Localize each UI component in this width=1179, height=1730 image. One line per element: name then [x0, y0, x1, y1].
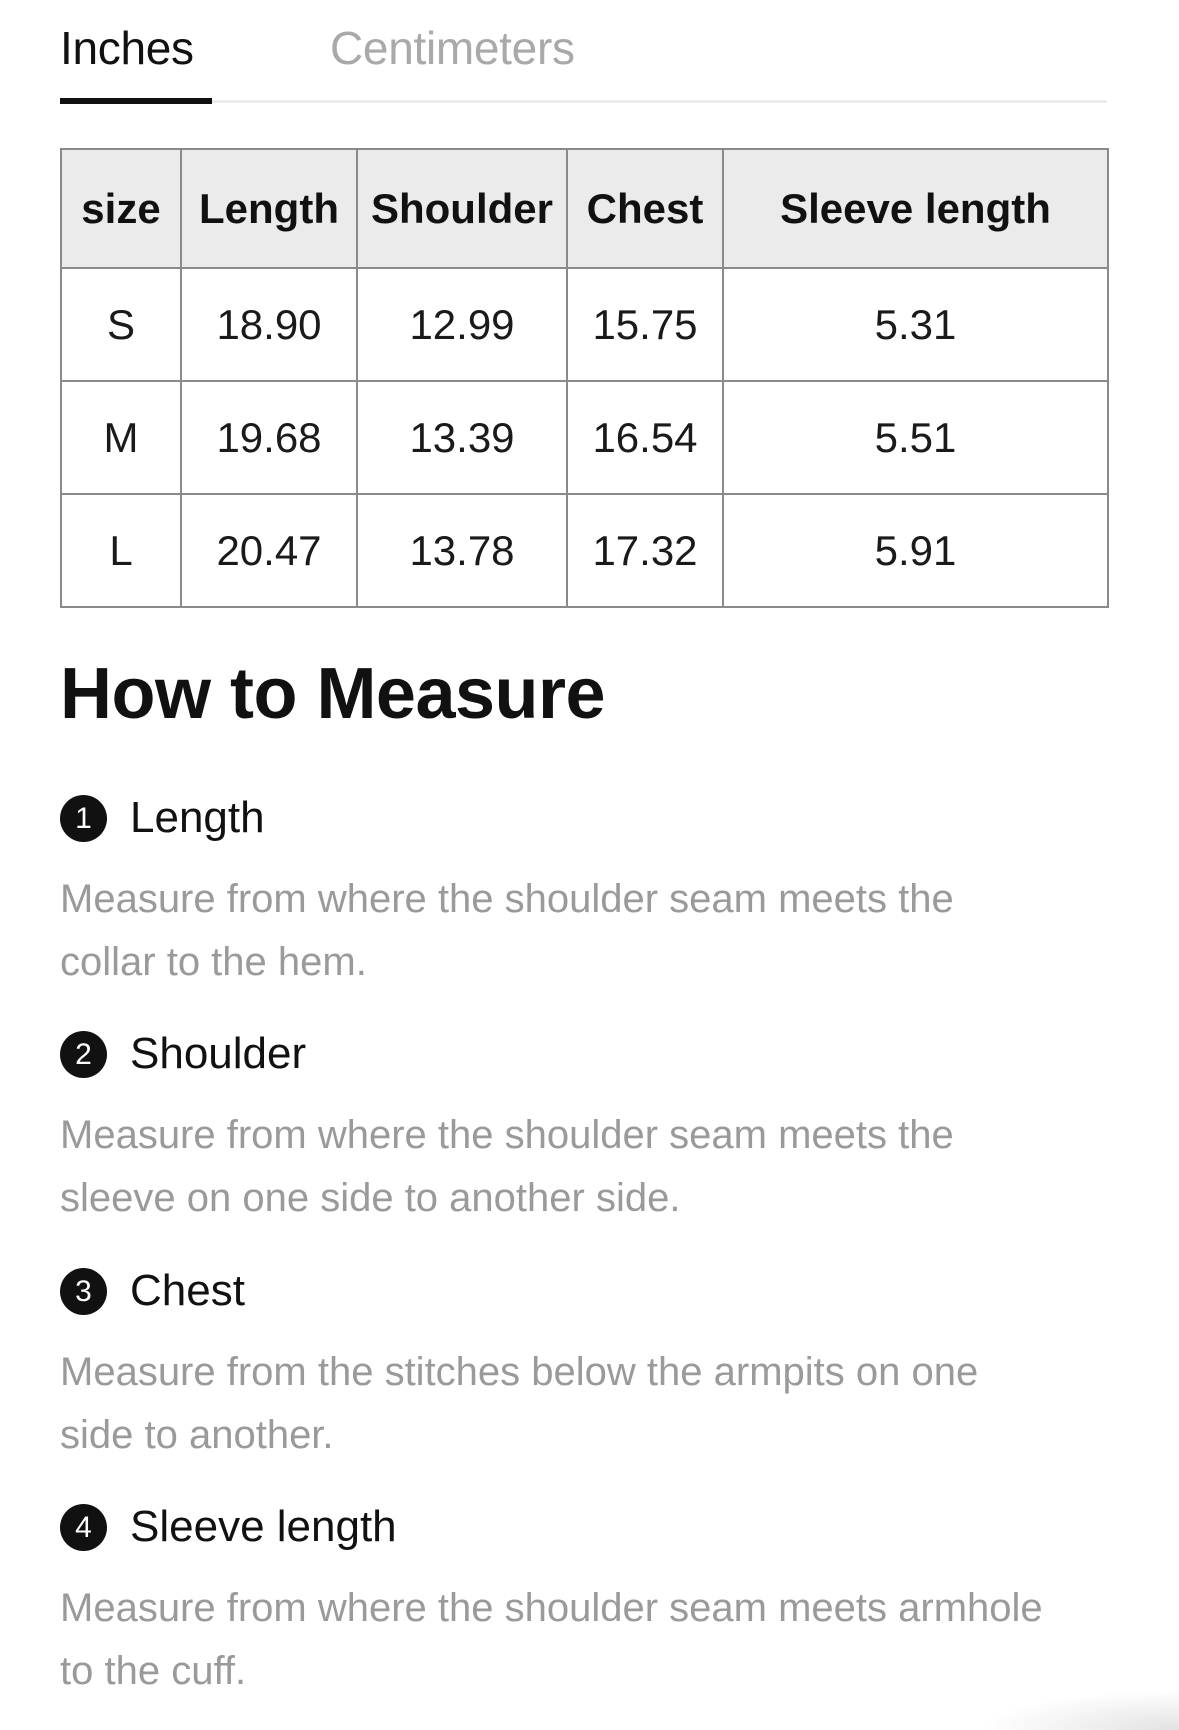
column-header-shoulder: Shoulder: [357, 149, 567, 268]
measure-item-description: Measure from where the shoulder seam meets the sleeve on one side to another side.: [60, 1113, 954, 1220]
measure-item-length: [60, 788, 1107, 994]
how-to-measure-heading: How to Measure: [60, 654, 606, 734]
number-three-icon: 3: [60, 1268, 107, 1315]
active-tab-indicator: [60, 98, 212, 104]
cell-sleeve-length: 5.51: [723, 381, 1108, 494]
measure-item-shoulder: [60, 1024, 1107, 1230]
cell-sleeve-length: 5.91: [723, 494, 1108, 607]
cell-shoulder: 13.78: [357, 494, 567, 607]
table-row: [61, 268, 1108, 381]
unit-tabs: [60, 0, 1107, 106]
measure-item-title: Chest: [130, 1266, 245, 1315]
cell-shoulder: 13.39: [357, 381, 567, 494]
tabs-divider: [60, 100, 1107, 103]
measure-item-description: Measure from where the shoulder seam meets armhole to the cuff.: [60, 1586, 1043, 1693]
size-chart-table: [60, 148, 1109, 608]
cell-shoulder: 12.99: [357, 268, 567, 381]
cell-size: M: [61, 381, 181, 494]
table-row: [61, 494, 1108, 607]
size-guide-page: [60, 0, 1107, 1693]
cell-chest: 16.54: [567, 381, 723, 494]
cell-chest: 15.75: [567, 268, 723, 381]
cell-chest: 17.32: [567, 494, 723, 607]
measure-item-sleeve-length: [60, 1497, 1107, 1703]
cell-length: 18.90: [181, 268, 357, 381]
number-four-icon: 4: [60, 1504, 107, 1551]
measure-item-title: Shoulder: [130, 1029, 307, 1078]
cell-sleeve-length: 5.31: [723, 268, 1108, 381]
cell-length: 19.68: [181, 381, 357, 494]
column-header-sleeve-length: Sleeve length: [723, 149, 1108, 268]
cell-size: S: [61, 268, 181, 381]
measure-item-description: Measure from where the shoulder seam meets the collar to the hem.: [60, 877, 954, 984]
table-row: [61, 381, 1108, 494]
column-header-chest: Chest: [567, 149, 723, 268]
cell-length: 20.47: [181, 494, 357, 607]
measure-item-title: Sleeve length: [130, 1502, 397, 1551]
table-header-row: [61, 149, 1108, 268]
tab-inches[interactable]: Inches: [60, 22, 194, 74]
number-two-icon: 2: [60, 1031, 107, 1078]
tab-centimeters[interactable]: Centimeters: [330, 22, 575, 74]
column-header-length: Length: [181, 149, 357, 268]
measure-item-title: Length: [130, 793, 265, 842]
column-header-size: size: [61, 149, 181, 268]
measure-item-description: Measure from the stitches below the armpits on one side to another.: [60, 1350, 979, 1457]
scroll-shadow: [979, 1690, 1179, 1730]
number-one-icon: 1: [60, 795, 107, 842]
cell-size: L: [61, 494, 181, 607]
measure-item-chest: [60, 1261, 1107, 1467]
